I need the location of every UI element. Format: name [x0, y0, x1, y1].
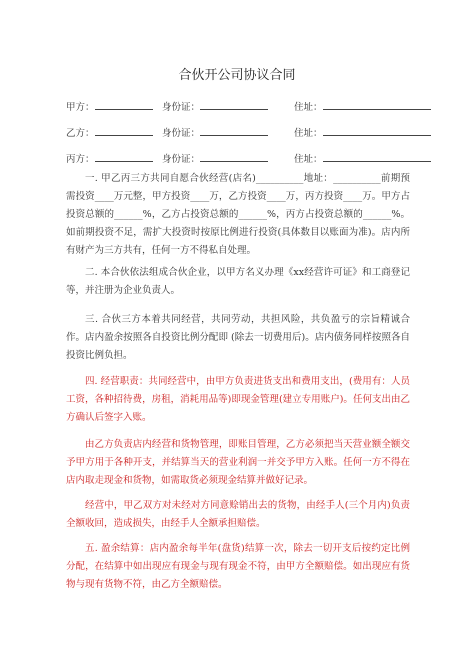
party-label: 甲方： — [66, 102, 95, 113]
id-label: 身份证： — [162, 102, 201, 113]
clause-4-goods-management: 由乙方负责店内经营和货物管理，即账目管理，乙方必须把当天营业额全额交予甲方用于各种开支，并结算当天的营业利润一并交予甲方入账。任何一方不得在店内取走现金和货物，如需取货必须现金结算并做好记录。 — [66, 439, 410, 486]
clause-1-investment: 一. 甲乙丙三方共同自愿合伙经营(店名)__________地址：__________前期预需投资____万元整，甲方投资____万，乙方投资____万，丙方投资____万。甲方占投资总额的______%，乙方占投资总额的______%，丙方占投资总额的______%。如前期投资不足，需扩大投资时按原比例进行投资(具体数目以账面为准)。店内所有财产为三方共有，任何一方不得私自处理。 — [66, 173, 410, 256]
party-name-field[interactable] — [95, 124, 153, 136]
clause-2-registration: 二. 本合伙依法组成合伙企业，以甲方名义办理《xx经营许可证》和工商登记等，并注册为企业负责人。 — [66, 267, 410, 296]
address-field[interactable] — [323, 124, 431, 136]
party-label: 丙方： — [66, 154, 95, 165]
clause-4-credit-sales: 经营中，甲乙双方对未经对方同意赊销出去的货物，由经手人(三个月内)负责全额收回，造成损失，由经手人全额承担赔偿。 — [66, 500, 410, 529]
address-label: 住址： — [294, 128, 323, 139]
address-label: 住址： — [294, 154, 323, 165]
id-label: 身份证： — [162, 154, 201, 165]
id-number-field[interactable] — [200, 150, 268, 162]
id-number-field[interactable] — [200, 98, 268, 110]
clause-4-duties: 四. 经营职责：共同经营中，由甲方负责进货支出和费用支出，(费用有：人员工资，各种招待费，房租，消耗用品等)即现金管理(建立专用账户)。任何支出由乙方确认后签字入账。 — [66, 376, 410, 423]
party-name-field[interactable] — [95, 98, 153, 110]
id-number-field[interactable] — [200, 124, 268, 136]
party-name-field[interactable] — [95, 150, 153, 162]
party-row-a — [66, 98, 416, 116]
id-label: 身份证： — [162, 128, 201, 139]
clause-5-settlement: 五. 盈余结算：店内盈余每半年(盘货)结算一次，除去一切开支后按约定比例分配，在结算中如出现应有现金与现有现金不符，由甲方全额赔偿。如出现应有货物与现有货物不符，由乙方全额赔偿。 — [66, 543, 410, 590]
address-field[interactable] — [323, 98, 431, 110]
party-row-b — [66, 124, 416, 142]
address-field[interactable] — [323, 150, 431, 162]
document-title: 合伙开公司协议合同 — [178, 68, 296, 83]
party-label: 乙方： — [66, 128, 95, 139]
party-row-c — [66, 150, 416, 168]
address-label: 住址： — [294, 102, 323, 113]
clause-3-profit-sharing: 三. 合伙三方本着共同经营，共同劳动，共担风险，共负盈亏的宗旨精诚合作。店内盈余按照各自投资比例分配即 (除去一切费用后)。店内债务同样按照各自投资比例负担。 — [66, 314, 410, 361]
